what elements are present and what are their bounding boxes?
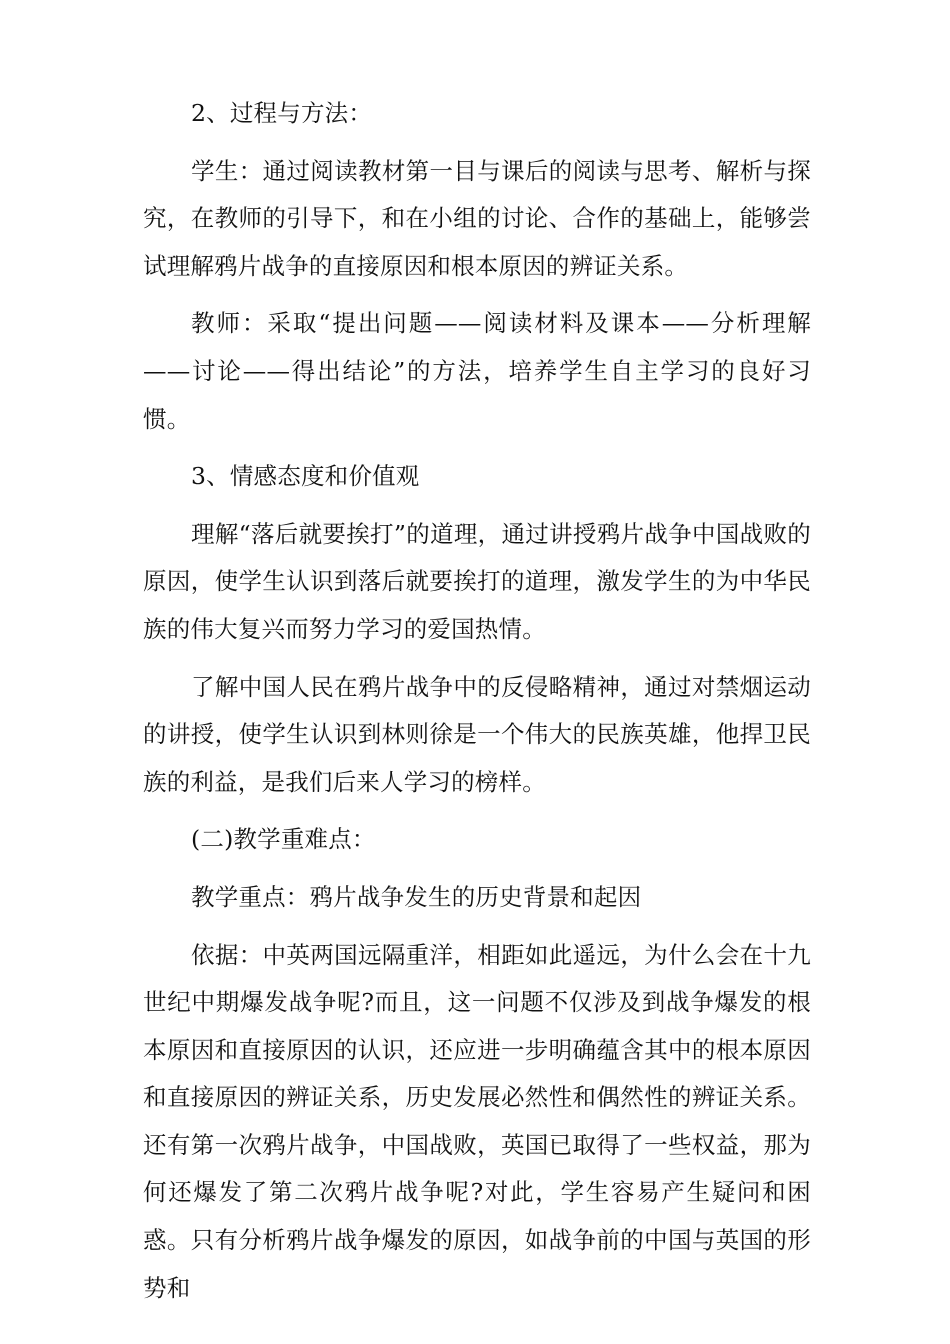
paragraph-teacher: 教师：采取“提出问题——阅读材料及课本——分析理解——讨论——得出结论”的方法，培养学生自主学习的良好习惯。	[143, 309, 811, 433]
section-heading-process-methods: 2、过程与方法：	[191, 99, 373, 127]
section-heading-values: 3、情感态度和价值观	[191, 462, 420, 491]
paragraph-basis: 依据：中英两国远隔重洋，相距如此遥远，为什么会在十九世纪中期爆发战争呢?而且，这一问题不仅涉及到战争爆发的根本原因和直接原因的认识，还应进一步明确蕴含其中的根本原因和直接原因的辨证关系，历史发展必然性和偶然性的辨证关系。还有第一次鸦片战争，中国战败，英国已取得了一些权益，那为何还爆发了第二次鸦片战争呢?对此，学生容易产生疑问和困惑。只有分析鸦片战争爆发的原因，如战争前的中国与英国的形势和	[143, 940, 811, 1302]
paragraph-understanding: 理解“落后就要挨打”的道理，通过讲授鸦片战争中国战败的原因，使学生认识到落后就要挨打的道理，激发学生的为中华民族的伟大复兴而努力学习的爱国热情。	[143, 519, 811, 643]
paragraph-teaching-focus: 教学重点：鸦片战争发生的历史背景和起因	[191, 882, 642, 911]
paragraph-students: 学生：通过阅读教材第一目与课后的阅读与思考、解析与探究，在教师的引导下，和在小组的讨论、合作的基础上，能够尝试理解鸦片战争的直接原因和根本原因的辨证关系。	[143, 156, 811, 280]
section-heading-key-points: (二)教学重难点：	[191, 825, 376, 854]
document-body	[143, 90, 811, 1322]
paragraph-resistance-spirit: 了解中国人民在鸦片战争中的反侵略精神，通过对禁烟运动的讲授，使学生认识到林则徐是一个伟大的民族英雄，他捍卫民族的利益，是我们后来人学习的榜样。	[143, 672, 811, 796]
